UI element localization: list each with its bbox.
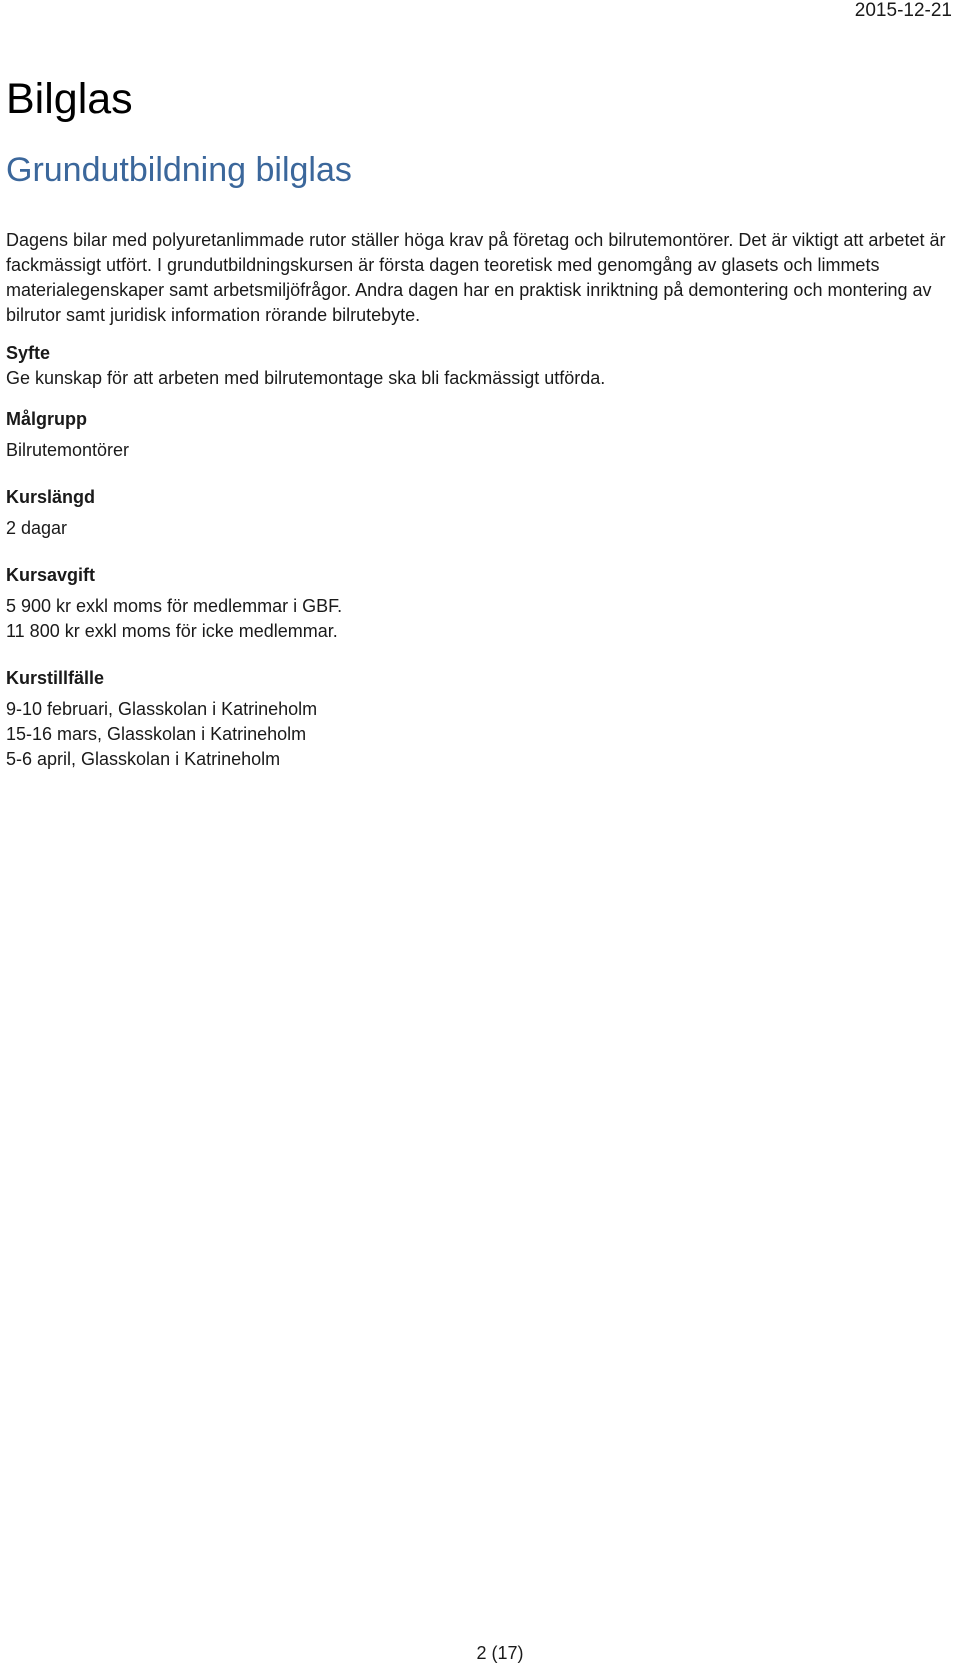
page-title: Bilglas: [6, 75, 133, 123]
page-number: 2 (17): [476, 1643, 524, 1663]
kursavgift-block: [6, 563, 954, 644]
kurstillfalle-item: 15-16 mars, Glasskolan i Katrineholm: [6, 724, 307, 744]
kurstillfalle-label: Kurstillfälle: [6, 668, 105, 688]
page-date: 2015-12-21: [854, 0, 952, 21]
kurstillfalle-item: 9-10 februari, Glasskolan i Katrineholm: [6, 699, 318, 719]
kursavgift-values: [6, 594, 954, 644]
syfte-value: Ge kunskap för att arbeten med bilrutemontage ska bli fackmässigt utförda.: [6, 368, 606, 388]
kurstillfalle-block: [6, 666, 954, 772]
kurstillfalle-values: [6, 697, 954, 772]
section-title: Grundutbildning bilglas: [6, 151, 352, 189]
malgrupp-value: Bilrutemontörer: [6, 440, 130, 460]
kursavgift-nonmember-price: 11 800 kr exkl moms för icke medlemmar.: [6, 621, 338, 641]
kursavgift-label: Kursavgift: [6, 565, 96, 585]
kurstillfalle-item: 5-6 april, Glasskolan i Katrineholm: [6, 749, 281, 769]
syfte-block: [6, 341, 954, 391]
kurslangd-block: [6, 485, 954, 541]
kursavgift-member-price: 5 900 kr exkl moms för medlemmar i GBF.: [6, 596, 343, 616]
course-intro: Dagens bilar med polyuretanlimmade rutor ställer höga krav på företag och bilrutemontörer. Det är viktigt att arbetet är fackmässigt utfört. I grundutbildningskursen är första dagen teoretisk med genomgång av glasets och limmets materialegenskaper samt arbetsmiljöfrågor. Andra dagen har en praktisk inriktning på demontering och montering av bilrutor samt juridisk information rörande bilrutebyte.: [6, 230, 946, 325]
kurslangd-value: 2 dagar: [6, 518, 68, 538]
course-content: [6, 228, 954, 772]
malgrupp-label: Målgrupp: [6, 409, 87, 429]
malgrupp-block: [6, 407, 954, 463]
syfte-label: Syfte: [6, 343, 51, 363]
kurslangd-label: Kurslängd: [6, 487, 96, 507]
